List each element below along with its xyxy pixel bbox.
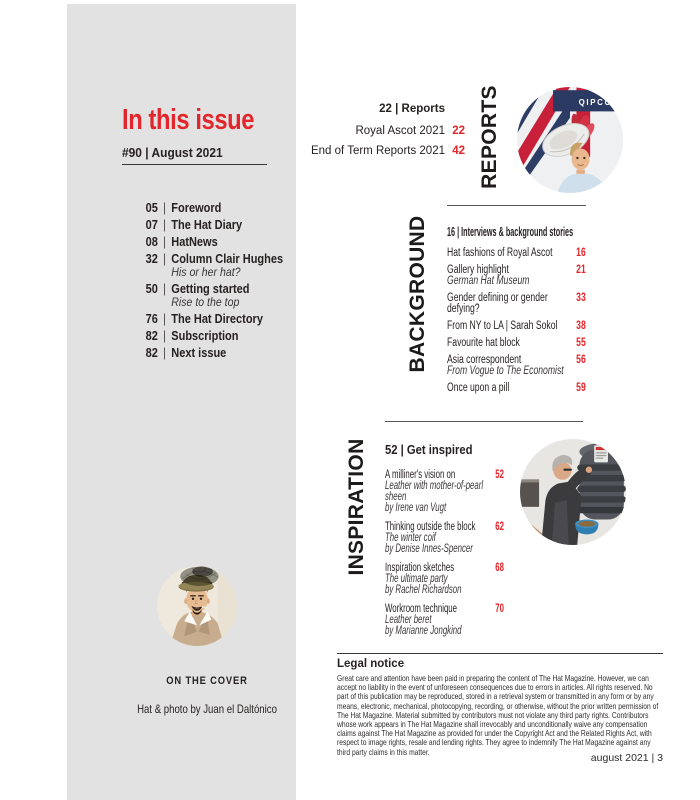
reports-photo (517, 87, 623, 193)
toc-page-number: 82 (145, 329, 158, 343)
background-section (447, 248, 586, 400)
article-title: Inspiration sketches (385, 562, 455, 574)
reports-item (245, 125, 465, 138)
legal-divider (337, 653, 663, 654)
toc-label: Column Clair Hughes (171, 252, 284, 266)
article-title: Asia correspondent (447, 354, 522, 366)
article-page-number: 33 (576, 292, 586, 304)
article-page-number: 22 (452, 125, 465, 137)
toc-subtitle: Rise to the top (171, 295, 240, 309)
cover-photo-illustration (157, 566, 237, 646)
toc-label: Getting started (171, 282, 250, 296)
toc-page-number: 76 (145, 312, 158, 326)
toc-label: HatNews (171, 235, 218, 249)
legal-heading: Legal notice (337, 658, 405, 670)
toc-separator: | (163, 218, 166, 232)
toc-page-number: 07 (145, 218, 158, 232)
article-title: From NY to LA | Sarah Sokol (447, 320, 558, 332)
background-item (447, 355, 586, 377)
article-page-number: 59 (576, 382, 586, 394)
cover-photo (157, 566, 237, 646)
article-page-number: 70 (495, 603, 504, 615)
background-section-divider (447, 205, 586, 206)
article-title: Gender defining or gender defying? (447, 292, 548, 315)
article-title: Hat fashions of Royal Ascot (447, 247, 553, 259)
page-title: In this issue (122, 104, 255, 136)
toc-separator: | (163, 329, 166, 343)
inspiration-item (385, 604, 504, 637)
article-subtitle: The ultimate party (385, 573, 448, 585)
article-page-number: 68 (495, 562, 504, 574)
article-title: Thinking outside the block (385, 521, 476, 533)
toc-page-number: 32 (145, 252, 158, 266)
article-author: by Irene van Vugt (385, 502, 447, 514)
toc-item (142, 330, 292, 342)
article-subtitle: Leather beret (385, 614, 432, 626)
on-the-cover-heading: ON THE COVER (166, 675, 248, 687)
article-page-number: 55 (576, 337, 586, 349)
toc-label: Foreword (171, 201, 222, 215)
article-page-number: 42 (452, 145, 465, 157)
article-author: by Marianne Jongkind (385, 625, 462, 637)
page-footer: august 2021 | 3 (590, 752, 663, 764)
toc-label: Subscription (171, 329, 239, 343)
background-item (447, 383, 586, 394)
toc-separator: | (163, 346, 166, 360)
toc-item (142, 313, 292, 325)
toc-separator: | (163, 235, 166, 249)
reports-header: 22 | Reports (379, 103, 445, 115)
reports-item (245, 145, 465, 158)
toc-item (142, 253, 292, 278)
inspiration-header: 52 | Get inspired (385, 443, 473, 457)
article-title: Favourite hat block (447, 337, 520, 349)
inspiration-item (385, 470, 504, 514)
article-author: by Rachel Richardson (385, 584, 462, 596)
inspiration-section-divider (385, 421, 583, 422)
reports-header-row (245, 103, 465, 116)
toc-item (142, 202, 292, 214)
background-item (447, 248, 586, 259)
background-item (447, 321, 586, 332)
inspiration-vertical-label: INSPIRATION (345, 438, 368, 576)
article-page-number: 52 (495, 469, 504, 481)
toc-item (142, 219, 292, 231)
reports-header-spacer (445, 103, 465, 116)
reports-photo-illustration (517, 87, 623, 193)
legal-body: Great care and attention have been paid in preparing the content of The Hat Magazine. However, we can accept no liability in the event of unforeseen consequences due to errors in articles. All rights reserved. No part of this publication may be reproduced, stored in a retrieval system or transmitted in any form or by any means, electronic, mechanical, photocopying, recording, or otherwise, without the prior written permission of The Hat Magazine. Material submitted by contributors must not violate any third party rights. Contributors whose work appears in The Hat Magazine shall irrevocably and unconditionally waive any compensation claims against The Hat Magazine as provided for under the Copyright Act and the Related Rights Act, with respect to image rights, resale and lending rights. They agree to indemnify The Hat Magazine against any third party claims in this matter. (337, 673, 659, 757)
article-page-number: 56 (576, 354, 586, 366)
article-author: by Denise Innes-Spencer (385, 543, 473, 555)
article-title: A milliner's vision on (385, 469, 456, 481)
toc-label: The Hat Directory (171, 312, 263, 326)
article-title: Royal Ascot 2021 (355, 125, 445, 137)
toc-page-number: 50 (145, 282, 158, 296)
article-subtitle: Leather with mother-of-pearl sheen (385, 480, 484, 503)
article-page-number: 21 (576, 264, 586, 276)
background-item (447, 265, 586, 287)
article-title: Gallery highlight (447, 264, 509, 276)
cover-credit: Hat & photo by Juan el Daltónico (137, 702, 277, 716)
background-vertical-label: BACKGROUND (406, 215, 429, 373)
article-title: End of Term Reports 2021 (310, 145, 445, 157)
toc-item (142, 347, 292, 359)
inspiration-item (385, 522, 504, 555)
background-item (447, 338, 586, 349)
article-page-number: 62 (495, 521, 504, 533)
toc-label: The Hat Diary (171, 218, 243, 232)
photo-sponsor-text: QIPCO (578, 98, 613, 108)
toc-page-number: 05 (145, 201, 158, 215)
toc-page-number: 08 (145, 235, 158, 249)
inspiration-item (385, 563, 504, 596)
background-header: 16 | Interviews & background stories (447, 225, 574, 239)
article-title: Workroom technique (385, 603, 458, 615)
toc-separator: | (163, 282, 166, 296)
inspiration-section (385, 470, 504, 645)
table-of-contents (142, 202, 292, 359)
toc-page-number: 82 (145, 346, 158, 360)
background-item (447, 293, 586, 315)
inspiration-photo (520, 439, 626, 545)
toc-item (142, 283, 292, 308)
toc-separator: | (163, 201, 166, 215)
toc-subtitle: His or her hat? (171, 265, 241, 279)
article-page-number: 16 (576, 247, 586, 259)
toc-separator: | (163, 312, 166, 326)
reports-section (245, 103, 465, 165)
issue-number: #90 | August 2021 (122, 145, 223, 160)
reports-vertical-label: REPORTS (478, 85, 501, 189)
toc-item (142, 236, 292, 248)
article-subtitle: From Vogue to The Economist (447, 365, 564, 377)
article-subtitle: German Hat Museum (447, 275, 530, 287)
inspiration-photo-illustration (520, 439, 626, 545)
toc-label: Next issue (171, 346, 227, 360)
article-title: Once upon a pill (447, 382, 510, 394)
toc-separator: | (163, 252, 166, 266)
article-subtitle: The winter coif (385, 532, 436, 544)
article-page-number: 38 (576, 320, 586, 332)
